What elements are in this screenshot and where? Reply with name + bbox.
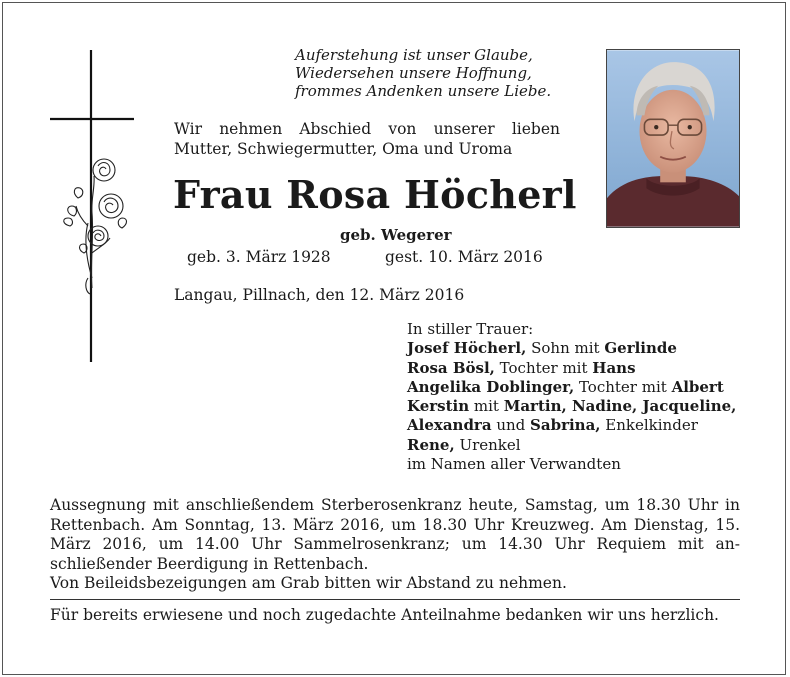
divider — [50, 599, 740, 600]
mourner-name: Alexandra — [407, 416, 492, 435]
mourner-relation: und — [491, 416, 531, 435]
mourner-name: Martin, Nadine, Jacqueline, — [503, 397, 737, 416]
birth-date: geb. 3. März 1928 — [187, 248, 331, 266]
mourner-line — [407, 359, 747, 378]
funeral-service-info — [50, 496, 740, 594]
mourner-relation: Urenkel — [454, 435, 521, 454]
farewell-intro: Wir nehmen Abschied von unserer lieben Mutter, Schwiegermutter, Oma und Uroma — [174, 120, 560, 158]
mourner-line — [407, 397, 747, 416]
mourners-heading: In stiller Trauer: — [407, 320, 534, 338]
mourner-relation: Tochter mit — [494, 358, 593, 377]
mourner-line — [407, 378, 747, 397]
portrait-photo — [606, 49, 740, 228]
motto-verse — [295, 46, 565, 100]
mourner-name: Kerstin — [407, 397, 470, 416]
mourner-line — [407, 339, 747, 358]
deceased-name: Frau Rosa Höcherl — [173, 172, 577, 217]
mourners-list — [407, 320, 747, 474]
thanks-line: Für bereits erwiesene und noch zugedachte Anteilnahme bedanken wir uns herzlich. — [50, 606, 719, 624]
condolence-note: Von Beileidsbezeigungen am Grab bitten wir Abstand zu nehmen. — [50, 574, 567, 592]
motto-line: frommes Andenken unsere Liebe. — [295, 82, 552, 100]
mourner-name: Rosa Bösl, — [407, 358, 495, 377]
mourner-line — [407, 455, 747, 474]
maiden-name: geb. Wegerer — [340, 226, 452, 244]
mourner-relation: mit — [469, 397, 504, 416]
mourner-name: Gerlinde — [604, 339, 677, 358]
motto-line: Auferstehung ist unser Glaube, — [295, 46, 533, 64]
mourner-name: Rene, — [407, 435, 455, 454]
mourner-line — [407, 416, 747, 435]
mourner-name: Hans — [592, 358, 636, 377]
place-and-date: Langau, Pillnach, den 12. März 2016 — [174, 286, 465, 304]
cross-with-roses-icon — [48, 48, 138, 368]
mourner-name: Josef Höcherl, — [407, 339, 527, 358]
mourner-name: Sabrina, — [530, 416, 601, 435]
death-date: gest. 10. März 2016 — [385, 248, 543, 266]
mourner-relation: Tochter mit — [574, 377, 672, 396]
service-schedule: Aussegnung mit anschließendem Sterberosenkranz heute, Samstag, um 18.30 Uhr in Rettenbach. Am Sonntag, 13. März 2016, um 18.30 Uhr Kreuzweg. Am Dienstag, 15. März 2016, um 14.00 Uhr Sammelrosenkranz; um 14.30 Uhr Requiem mit anschließender Beerdigung in Rettenbach. — [50, 496, 740, 573]
mourner-relation: Sohn mit — [526, 339, 605, 358]
mourner-name: Albert — [671, 377, 724, 396]
mourner-relation: im Namen aller Verwandten — [407, 455, 621, 474]
motto-line: Wiedersehen unsere Hoffnung, — [295, 64, 532, 82]
mourner-line — [407, 436, 747, 455]
mourner-name: Angelika Doblinger, — [407, 377, 575, 396]
mourner-relation: Enkelkinder — [600, 416, 698, 435]
